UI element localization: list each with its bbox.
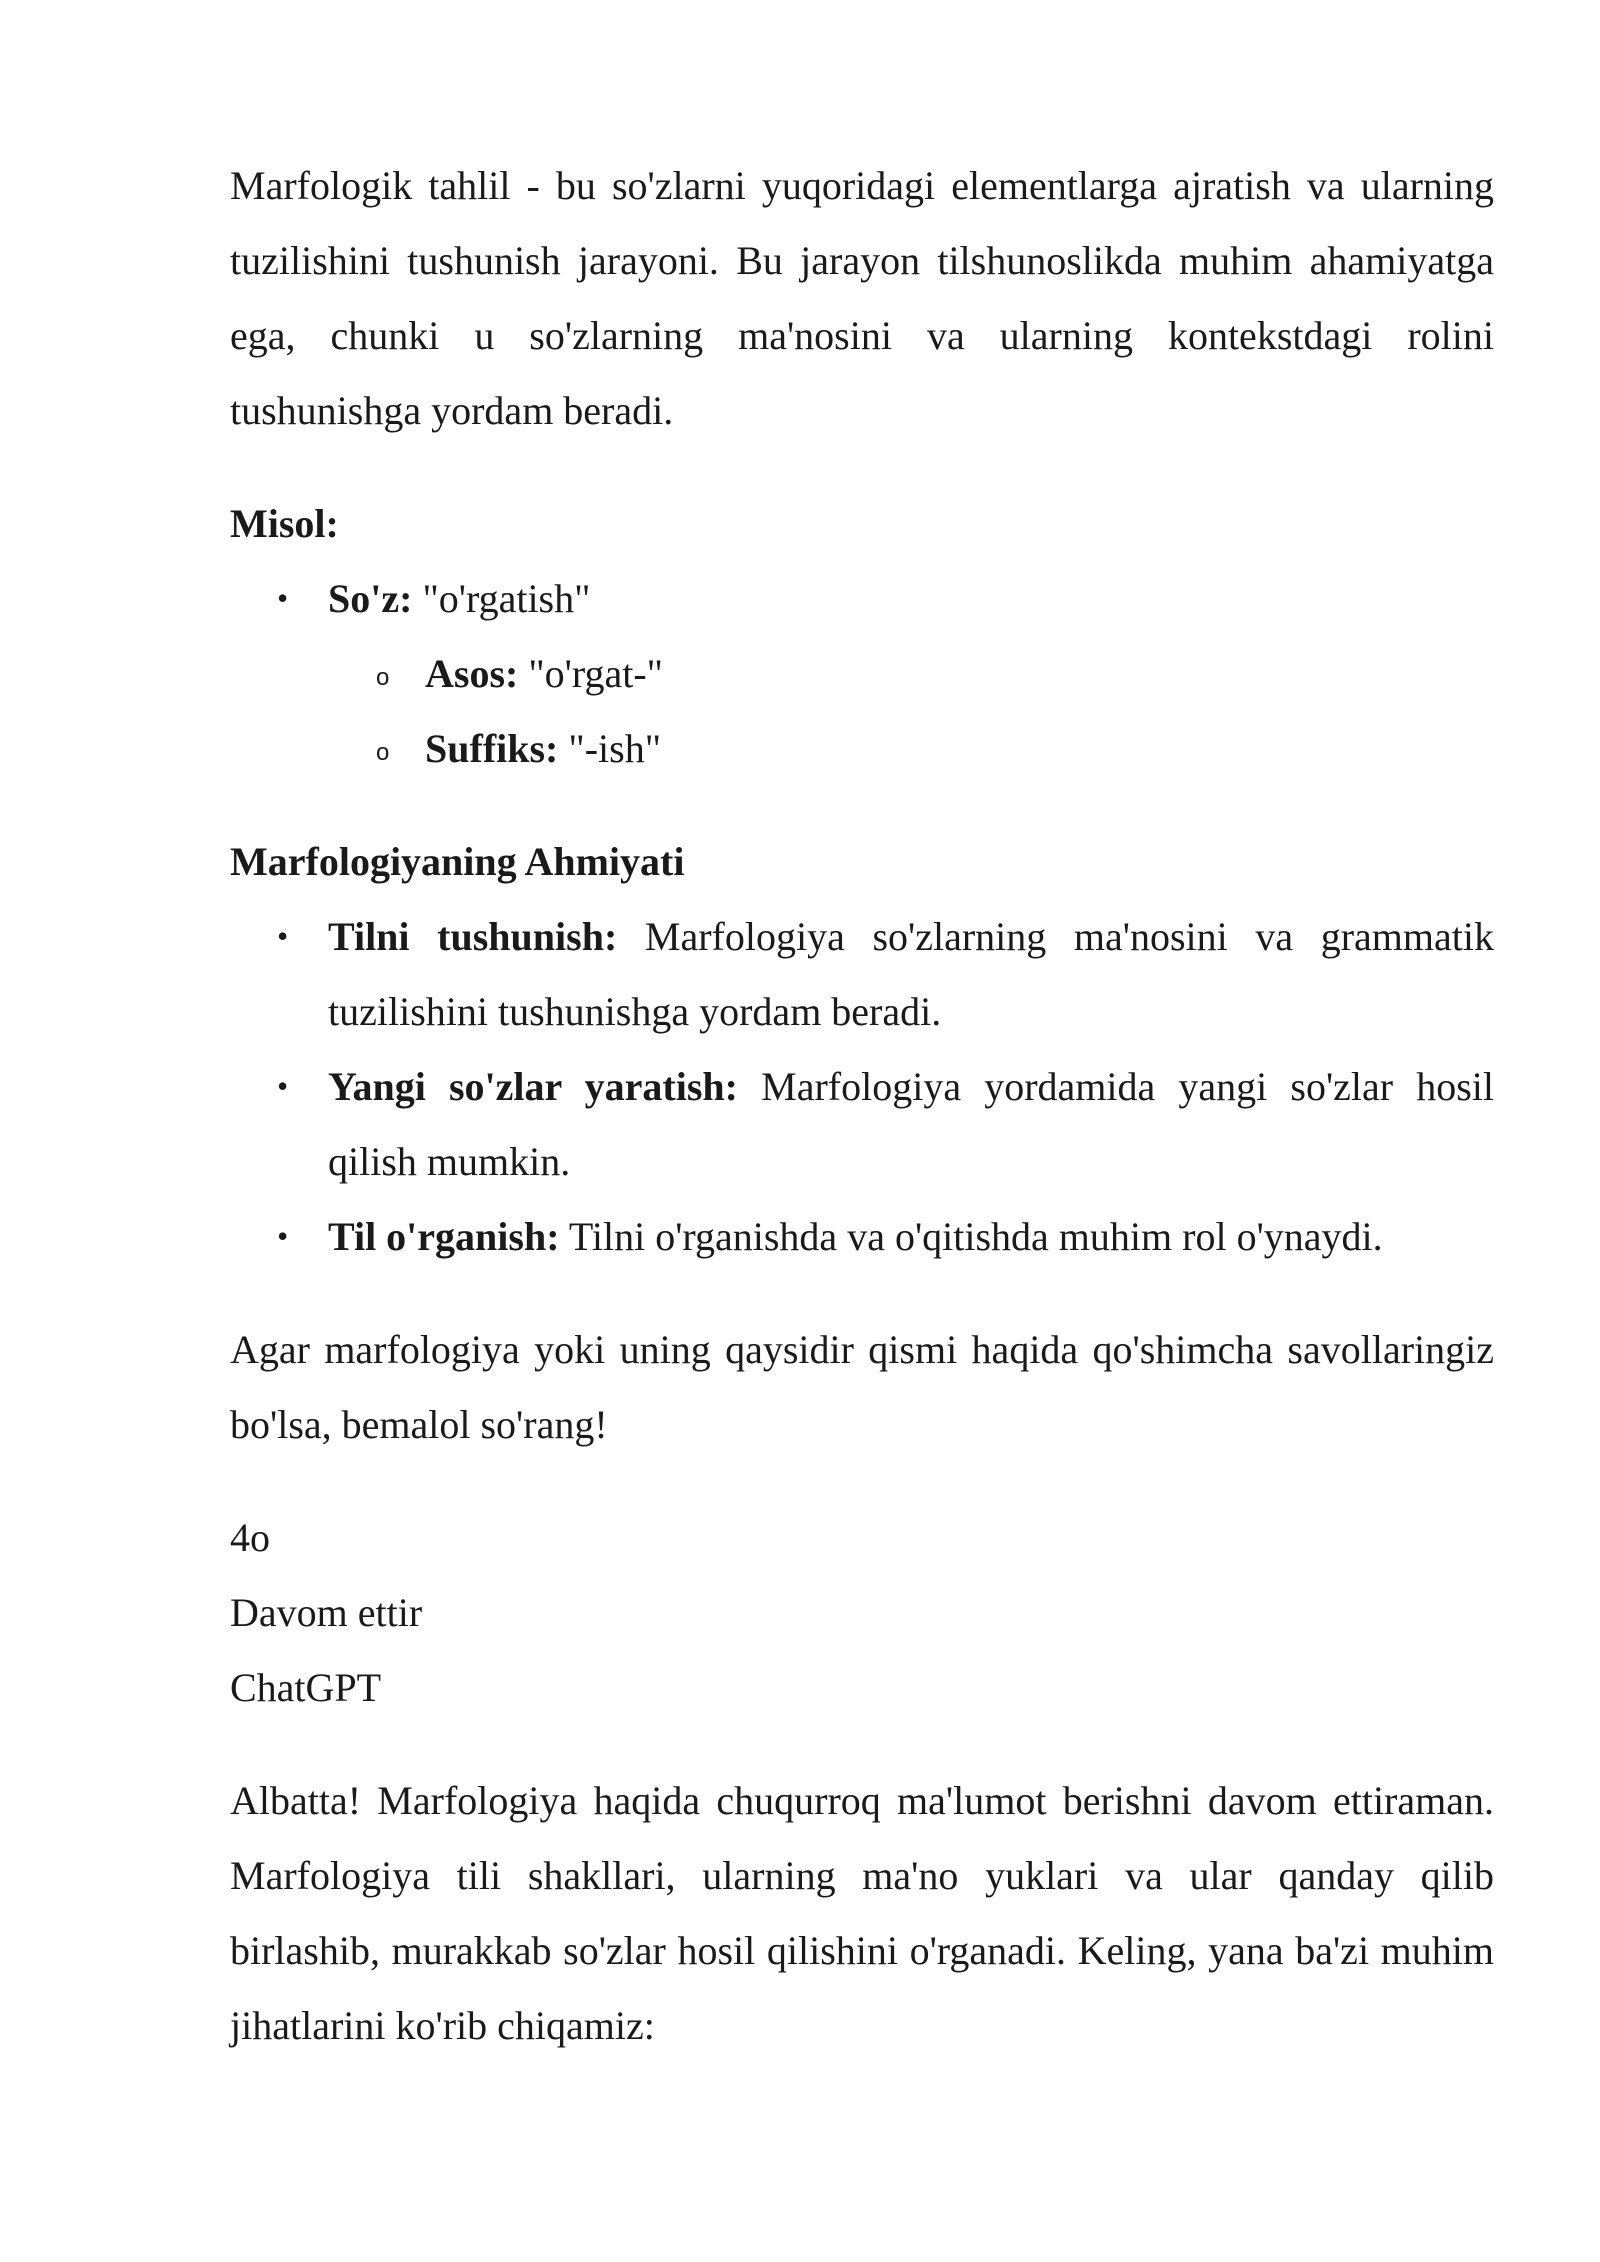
sub-list-item [230,711,1494,786]
sub-item-label: Asos: [425,651,519,696]
sub-item-value: "o'rgat-" [528,651,663,696]
item-label: Til o'rganish: [328,1214,560,1259]
item-label: Tilni tushunish: [328,914,618,959]
importance-list [230,899,1494,1274]
example-heading: Misol: [230,501,339,546]
user-message: Davom ettir [230,1590,423,1635]
sub-list [230,636,1494,786]
importance-heading: Marfologiyaning Ahmiyati [230,839,685,884]
assistant-label: ChatGPT [230,1665,382,1710]
sub-item-label: Suffiks: [425,726,559,771]
item-label: Yangi so'zlar yaratish: [328,1064,738,1109]
sub-item-value: "-ish" [568,726,662,771]
word-value: "o'rgatish" [422,576,591,621]
list-item [230,561,1494,786]
document-page [230,148,1494,2063]
continuation-paragraph: Albatta! Marfologiya haqida chuqurroq ma'lumot berishni davom ettiraman. Marfologiya tili shakllari, ularning ma'no yuklari va ular qanday qilib birlashib, murakkab so'zlar hosil qilishini o'rganadi. Keling, yana ba'zi muhim jihatlarini ko'rib chiqamiz: [230,1778,1494,2048]
list-item [230,1049,1494,1199]
item-text: Tilni o'rganishda va o'qitishda muhim rol o'ynaydi. [568,1214,1383,1259]
list-item [230,1199,1494,1274]
item-text: Marfologiya yordamida yangi so'zlar hosil qilish mumkin. [328,1064,1495,1184]
chat-lines [230,1500,1494,1725]
word-label: So'z: [328,576,413,621]
closing-paragraph: Agar marfologiya yoki uning qaysidir qismi haqida qo'shimcha savollaringiz bo'lsa, bemalol so'rang! [230,1327,1494,1447]
example-list [230,561,1494,786]
list-item [230,899,1494,1049]
sub-list-item [230,636,1494,711]
intro-paragraph: Marfologik tahlil - bu so'zlarni yuqoridagi elementlarga ajratish va ularning tuzilishini tushunish jarayoni. Bu jarayon tilshunoslikda muhim ahamiyatga ega, chunki u so'zlarning ma'nosini va ularning kontekstdagi rolini tushunishga yordam beradi. [230,163,1494,433]
model-label: 4o [230,1515,270,1560]
item-text: Marfologiya so'zlarning ma'nosini va grammatik tuzilishini tushunishga yordam beradi. [328,914,1494,1034]
